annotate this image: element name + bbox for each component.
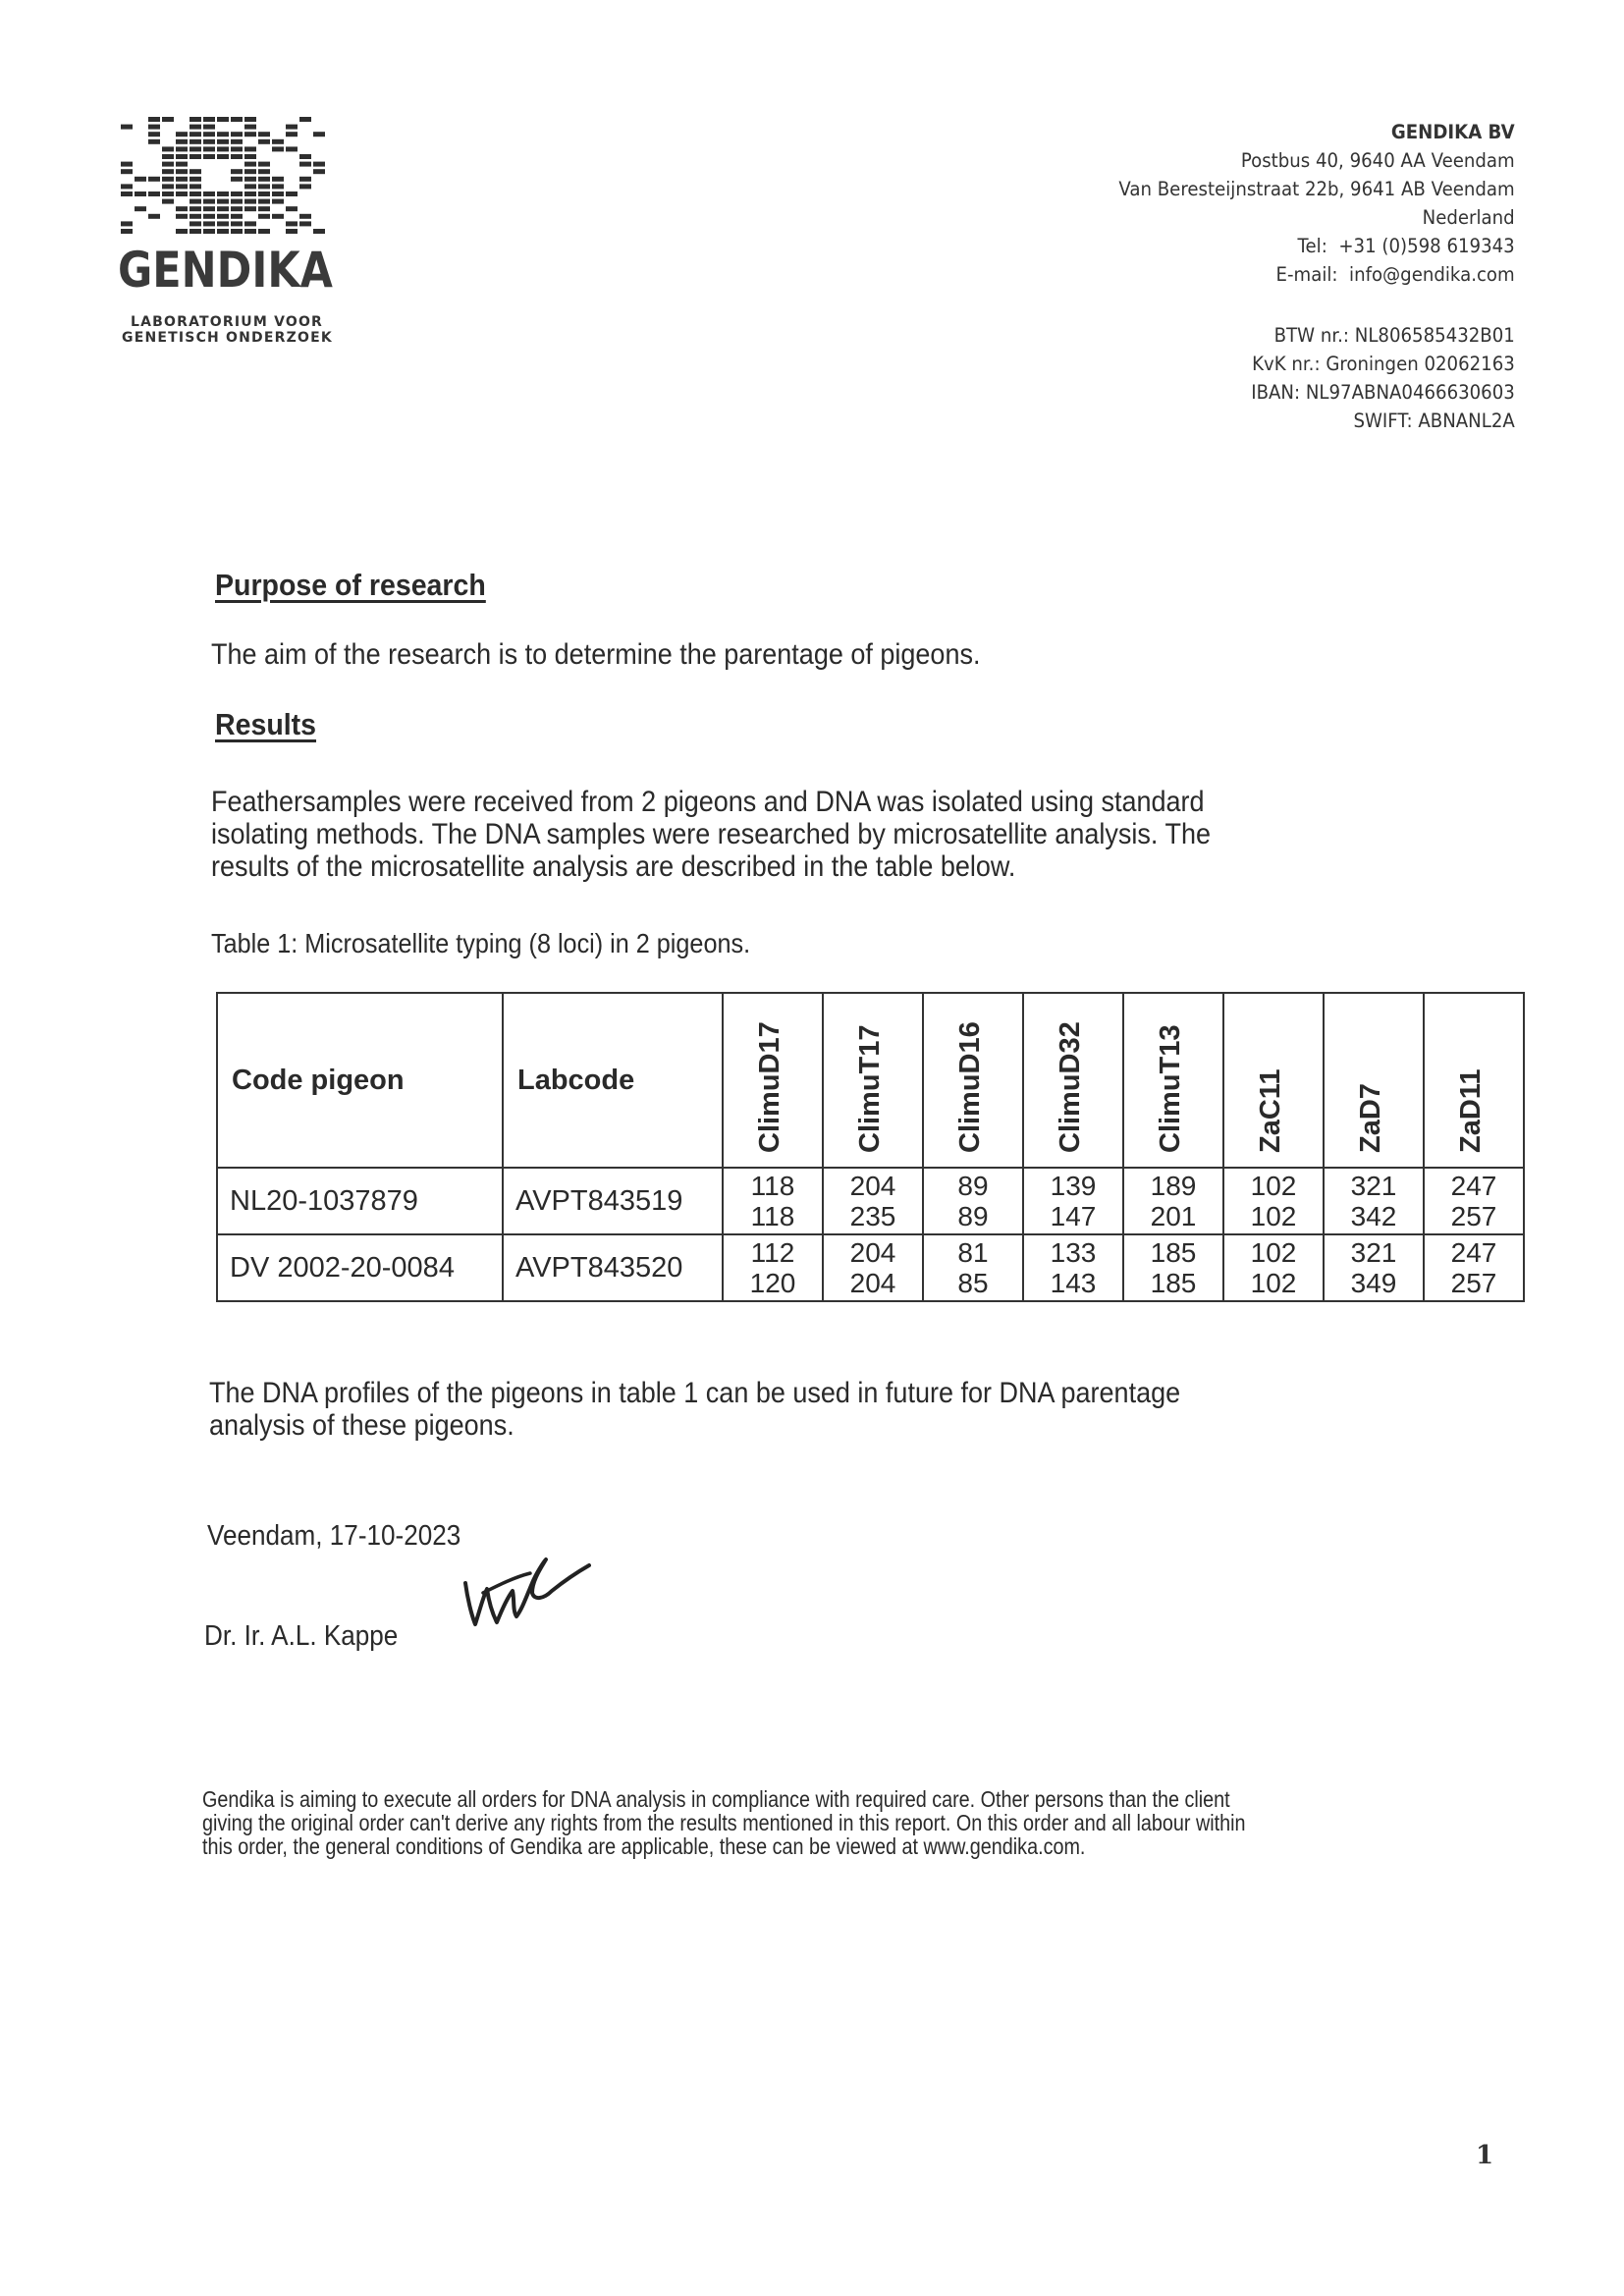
- logo-dash: [217, 221, 229, 226]
- logo-dash: [286, 132, 298, 137]
- logo-dash: [176, 132, 188, 137]
- logo-dash: [148, 132, 160, 137]
- logo-dash: [244, 169, 256, 174]
- logo-dash: [121, 162, 133, 167]
- logo-dash: [231, 177, 243, 182]
- logo-dash: [203, 154, 215, 159]
- allele-value: 247: [1450, 1171, 1497, 1201]
- allele-cell: [1424, 1234, 1524, 1301]
- purpose-heading: Purpose of research: [215, 568, 486, 602]
- logo-dash: [217, 191, 229, 196]
- header-locus: [723, 993, 823, 1168]
- allele-value: 118: [750, 1201, 795, 1231]
- swift: SWIFT: ABNANL2A: [1353, 410, 1515, 432]
- iban: IBAN: NL97ABNA0466630603: [1251, 381, 1515, 404]
- logo-dash: [203, 125, 215, 130]
- purpose-text: The aim of the research is to determine the parentage of pigeons.: [211, 638, 981, 671]
- logo-dash: [231, 154, 243, 159]
- logo-dash: [244, 132, 256, 137]
- logo-dash: [176, 162, 188, 167]
- logo-dash: [244, 206, 256, 211]
- allele-value: 133: [1050, 1237, 1097, 1268]
- logo-dash: [148, 125, 160, 130]
- logo-dash: [189, 154, 201, 159]
- logo-dash: [189, 177, 201, 182]
- company-name: GENDIKA BV: [1391, 121, 1515, 143]
- logo-dash: [189, 169, 201, 174]
- results-paragraph: [211, 786, 1211, 883]
- logo-dash: [189, 139, 201, 144]
- allele-cell: [923, 1234, 1023, 1301]
- conclusion-line: analysis of these pigeons.: [209, 1409, 514, 1442]
- logo-dash: [231, 169, 243, 174]
- header-labcode: Labcode: [503, 993, 723, 1168]
- company-address: [1119, 118, 1515, 289]
- logo-dash: [189, 117, 201, 122]
- kvk-number: KvK nr.: Groningen 02062163: [1252, 353, 1515, 375]
- logo-dash: [244, 154, 256, 159]
- logo-dash: [299, 177, 311, 182]
- logo-dash: [148, 177, 160, 182]
- table-header-row: [217, 993, 1524, 1168]
- logo-dash: [203, 199, 215, 204]
- logo-dash: [176, 154, 188, 159]
- table-caption: Table 1: Microsatellite typing (8 loci) in 2 pigeons.: [211, 928, 751, 958]
- logo-dash: [189, 206, 201, 211]
- locus-label: ClimuD17: [754, 1021, 785, 1153]
- labcode-cell: AVPT843520: [503, 1234, 723, 1301]
- allele-value: 204: [849, 1268, 896, 1298]
- allele-value: 235: [849, 1201, 896, 1231]
- logo-dash: [258, 177, 270, 182]
- allele-cell: [1123, 1168, 1223, 1234]
- allele-cell: [1424, 1168, 1524, 1234]
- locus-label: ClimuT17: [854, 1024, 886, 1153]
- allele-cell: [723, 1168, 823, 1234]
- logo-dash: [189, 146, 201, 151]
- logo-dash: [148, 214, 160, 219]
- logo-dash: [189, 214, 201, 219]
- logo-dash: [272, 146, 284, 151]
- header-locus: [1023, 993, 1123, 1168]
- logo-dash: [162, 146, 174, 151]
- logo-dash: [162, 199, 174, 204]
- logo-dash: [231, 214, 243, 219]
- allele-value: 89: [957, 1171, 989, 1201]
- logo-dash: [299, 221, 311, 226]
- logo-subtitle-line2: GENETISCH ONDERZOEK: [122, 330, 333, 346]
- locus-label: ZaD7: [1355, 1083, 1386, 1153]
- logo-dash: [162, 154, 174, 159]
- allele-cell: [1324, 1234, 1424, 1301]
- address-email: E-mail: info@gendika.com: [1275, 263, 1515, 286]
- logo-dash: [258, 206, 270, 211]
- logo-dash: [286, 221, 298, 226]
- allele-value: 257: [1450, 1268, 1497, 1298]
- logo-dash: [299, 184, 311, 189]
- logo-dash: [231, 191, 243, 196]
- allele-cell: [1223, 1234, 1324, 1301]
- logo-dash: [217, 199, 229, 204]
- logo-dash: [176, 229, 188, 234]
- logo-dash: [189, 191, 201, 196]
- allele-value: 201: [1150, 1201, 1197, 1231]
- logo-dash: [203, 146, 215, 151]
- allele-value: 102: [1250, 1201, 1297, 1231]
- allele-value: 349: [1350, 1268, 1397, 1298]
- locus-label: ZaD11: [1455, 1068, 1487, 1153]
- allele-value: 139: [1050, 1171, 1097, 1201]
- logo-dash: [299, 162, 311, 167]
- signature-icon: [454, 1554, 591, 1642]
- logo-dash: [176, 214, 188, 219]
- logo-dash: [217, 154, 229, 159]
- logo-dash: [189, 125, 201, 130]
- disclaimer-line: this order, the general conditions of Gendika are applicable, these can be viewed at www.gendika.com.: [202, 1833, 1086, 1859]
- logo-dash: [162, 169, 174, 174]
- labcode-cell: AVPT843519: [503, 1168, 723, 1234]
- logo-dash: [203, 206, 215, 211]
- logo-dash: [313, 132, 325, 137]
- logo-dash: [272, 177, 284, 182]
- logo-dash: [121, 184, 133, 189]
- header-locus: [1123, 993, 1223, 1168]
- logo-dash: [258, 191, 270, 196]
- logo-dash: [258, 199, 270, 204]
- address-street: Van Beresteijnstraat 22b, 9641 AB Veendam: [1118, 178, 1515, 200]
- logo-dash: [189, 229, 201, 234]
- allele-value: 102: [1250, 1237, 1297, 1268]
- logo-dash: [203, 132, 215, 137]
- logo-dash: [162, 177, 174, 182]
- logo-dash: [176, 146, 188, 151]
- pigeon-code-cell: DV 2002-20-0084: [217, 1234, 503, 1301]
- allele-value: 85: [957, 1268, 989, 1298]
- page-number: 1: [1476, 2141, 1494, 2170]
- logo-dash: [244, 229, 256, 234]
- logo-dash: [176, 191, 188, 196]
- logo-dash: [148, 191, 160, 196]
- locus-label: ClimuT13: [1155, 1024, 1186, 1153]
- vat-number: BTW nr.: NL806585432B01: [1273, 324, 1515, 347]
- logo-dash: [135, 206, 146, 211]
- logo-dash: [162, 191, 174, 196]
- logo-dash: [231, 206, 243, 211]
- table-row: [217, 1234, 1524, 1301]
- allele-cell: [1023, 1168, 1123, 1234]
- allele-value: 112: [750, 1237, 795, 1268]
- logo-dash: [121, 169, 133, 174]
- logo-dash: [231, 139, 243, 144]
- logo-dash: [217, 214, 229, 219]
- allele-value: 185: [1150, 1237, 1197, 1268]
- logo-dash: [272, 139, 284, 144]
- logo-dash: [244, 117, 256, 122]
- logo-dash: [258, 162, 270, 167]
- logo-dash: [244, 191, 256, 196]
- allele-value: 189: [1150, 1171, 1197, 1201]
- logo-dash: [258, 169, 270, 174]
- allele-value: 321: [1350, 1237, 1397, 1268]
- logo-dash: [176, 169, 188, 174]
- address-country: Nederland: [1422, 206, 1515, 229]
- results-heading: Results: [215, 707, 317, 741]
- allele-value: 89: [957, 1201, 989, 1231]
- gendika-logo-icon: [120, 116, 328, 238]
- logo-dash: [203, 117, 215, 122]
- allele-cell: [1123, 1234, 1223, 1301]
- logo-dash: [148, 139, 160, 144]
- logo-dash: [286, 125, 298, 130]
- logo-dash: [176, 177, 188, 182]
- logo-dash: [244, 184, 256, 189]
- place-date: Veendam, 17-10-2023: [207, 1520, 461, 1552]
- logo-dash: [135, 177, 146, 182]
- logo-dash: [231, 229, 243, 234]
- logo-dash: [135, 191, 146, 196]
- logo-dash: [258, 229, 270, 234]
- allele-value: 120: [749, 1268, 796, 1298]
- logo-dash: [121, 125, 133, 130]
- locus-label: ClimuD16: [954, 1021, 986, 1153]
- allele-value: 102: [1250, 1171, 1297, 1201]
- logo-dash: [244, 146, 256, 151]
- logo-dash: [203, 214, 215, 219]
- logo-dash: [231, 199, 243, 204]
- allele-cell: [923, 1168, 1023, 1234]
- locus-label: ClimuD32: [1055, 1021, 1086, 1153]
- logo-dash: [272, 191, 284, 196]
- logo-dash: [231, 117, 243, 122]
- logo-dash: [121, 221, 133, 226]
- logo-dash: [217, 139, 229, 144]
- logo-dash: [299, 214, 311, 219]
- logo-dash: [162, 117, 174, 122]
- conclusion-paragraph: [209, 1377, 1180, 1442]
- logo-wordmark: GENDIKA: [118, 242, 333, 299]
- logo-dash: [121, 191, 133, 196]
- logo-dash: [217, 229, 229, 234]
- logo-dash: [272, 184, 284, 189]
- logo-dash: [203, 229, 215, 234]
- disclaimer-line: Gendika is aiming to execute all orders for DNA analysis in compliance with required care. Other persons than the client: [202, 1786, 1230, 1812]
- logo-dash: [258, 139, 270, 144]
- address-phone: Tel: +31 (0)598 619343: [1297, 235, 1515, 257]
- disclaimer-line: giving the original order can't derive any rights from the results mentioned in this report. On this order and all labour within: [202, 1810, 1246, 1835]
- logo-dash: [203, 191, 215, 196]
- address-postbus: Postbus 40, 9640 AA Veendam: [1241, 149, 1515, 172]
- logo-dash: [313, 229, 325, 234]
- logo-dash: [162, 162, 174, 167]
- allele-value: 204: [849, 1171, 896, 1201]
- logo-dash: [189, 132, 201, 137]
- logo-dash: [231, 146, 243, 151]
- allele-value: 204: [849, 1237, 896, 1268]
- allele-value: 185: [1150, 1268, 1197, 1298]
- allele-value: 147: [1050, 1201, 1097, 1231]
- logo-dash: [299, 117, 311, 122]
- logo-dash: [272, 214, 284, 219]
- logo-dash: [162, 184, 174, 189]
- header-locus: [1424, 993, 1524, 1168]
- allele-cell: [823, 1168, 923, 1234]
- signer-name: Dr. Ir. A.L. Kappe: [204, 1620, 399, 1652]
- logo-dash: [176, 139, 188, 144]
- logo-dash: [176, 184, 188, 189]
- company-registry: [1251, 321, 1515, 435]
- allele-value: 342: [1350, 1201, 1397, 1231]
- header-code-pigeon: Code pigeon: [217, 993, 503, 1168]
- conclusion-line: The DNA profiles of the pigeons in table 1 can be used in future for DNA parentage: [209, 1377, 1181, 1409]
- allele-value: 321: [1350, 1171, 1397, 1201]
- logo-dash: [299, 154, 311, 159]
- pigeon-code-cell: NL20-1037879: [217, 1168, 503, 1234]
- logo-dash: [217, 132, 229, 137]
- logo-dash: [258, 184, 270, 189]
- microsatellite-table: [216, 992, 1525, 1302]
- logo-subtitle-line1: LABORATORIUM VOOR: [131, 314, 324, 330]
- allele-value: 257: [1450, 1201, 1497, 1231]
- logo-dash: [148, 117, 160, 122]
- allele-value: 118: [750, 1171, 795, 1201]
- results-line: results of the microsatellite analysis are described in the table below.: [211, 850, 1016, 883]
- logo-dash: [313, 169, 325, 174]
- logo-dash: [217, 117, 229, 122]
- logo-dash: [231, 221, 243, 226]
- allele-value: 143: [1050, 1268, 1097, 1298]
- logo-dash: [203, 139, 215, 144]
- allele-cell: [723, 1234, 823, 1301]
- table-row: [217, 1168, 1524, 1234]
- logo-dash: [286, 229, 298, 234]
- logo-dash: [244, 199, 256, 204]
- results-line: isolating methods. The DNA samples were researched by microsatellite analysis. The: [211, 818, 1211, 850]
- logo-dash: [217, 206, 229, 211]
- allele-value: 102: [1250, 1268, 1297, 1298]
- logo-dash: [286, 206, 298, 211]
- logo-dash: [313, 162, 325, 167]
- allele-value: 247: [1450, 1237, 1497, 1268]
- allele-cell: [1324, 1168, 1424, 1234]
- logo-dash: [189, 199, 201, 204]
- logo-dash: [286, 191, 298, 196]
- results-line: Feathersamples were received from 2 pigeons and DNA was isolated using standard: [211, 786, 1205, 818]
- logo-dash: [258, 214, 270, 219]
- logo-dash: [244, 162, 256, 167]
- logo-dash: [272, 199, 284, 204]
- logo-dash: [244, 177, 256, 182]
- header-locus: [1223, 993, 1324, 1168]
- header-locus: [923, 993, 1023, 1168]
- allele-value: 81: [957, 1237, 989, 1268]
- locus-label: ZaC11: [1255, 1068, 1286, 1153]
- logo-dash: [258, 132, 270, 137]
- logo-dash: [244, 221, 256, 226]
- logo-dash: [189, 184, 201, 189]
- logo-dash: [286, 146, 298, 151]
- allele-cell: [823, 1234, 923, 1301]
- logo-dash: [121, 229, 133, 234]
- header-locus: [823, 993, 923, 1168]
- header-locus: [1324, 993, 1424, 1168]
- disclaimer: [202, 1787, 1246, 1858]
- allele-cell: [1223, 1168, 1324, 1234]
- logo-dash: [176, 206, 188, 211]
- logo-dash: [203, 221, 215, 226]
- allele-cell: [1023, 1234, 1123, 1301]
- logo-dash: [189, 221, 201, 226]
- logo-dash: [217, 146, 229, 151]
- logo-dash: [244, 125, 256, 130]
- logo-dash: [231, 132, 243, 137]
